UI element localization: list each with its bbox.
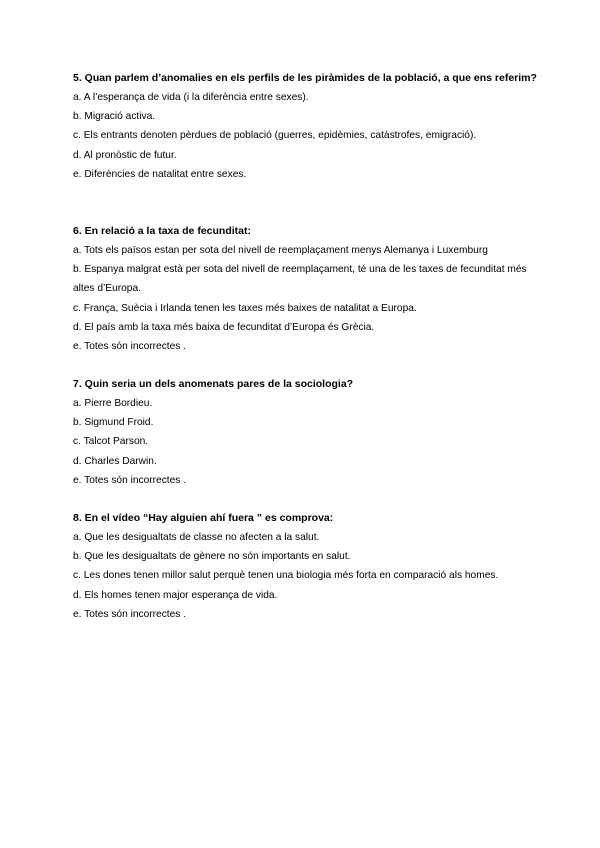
question-7-option-b: b. Sigmund Froid. <box>73 417 154 429</box>
question-5 <box>73 69 543 184</box>
question-5-option-d: d. Al pronòstic de futur. <box>73 149 177 161</box>
question-6-option-c: c. França, Suècia i Irlanda tenen les taxes més baixes de natalitat a Europa. <box>73 302 417 314</box>
question-5-option-b: b. Migració activa. <box>73 111 156 123</box>
question-7-option-e: e. Totes són incorrectes . <box>73 474 187 486</box>
question-7 <box>73 375 543 490</box>
question-8-option-d: d. Els homes tenen major esperança de vida. <box>73 589 278 601</box>
question-6-option-b: b. Espanya malgrat està per sota del nivell de reemplaçament, té una de les taxes de fecunditat més altes d’Europa. <box>73 264 527 295</box>
question-7-option-a: a. Pierre Bordieu. <box>73 398 153 409</box>
question-8-option-b: b. Que les desigualtats de gènere no són importants en salut. <box>73 551 351 563</box>
question-7-option-d: d. Charles Darwin. <box>73 455 157 467</box>
question-7-title: 7. Quin seria un dels anomenats pares de la sociologia? <box>73 378 354 390</box>
question-5-option-e: e. Diferències de natalitat entre sexes. <box>73 168 247 180</box>
question-8-option-a: a. Que les desigualtats de classe no afecten a la salut. <box>73 532 320 543</box>
question-6 <box>73 222 543 356</box>
question-8-title: 8. En el vídeo “Hay alguien ahí fuera ” es comprova: <box>73 512 334 524</box>
question-5-title: 5. Quan parlem d’anomalies en els perfils de les piràmides de la població, a que ens referim? <box>73 72 537 84</box>
question-8 <box>73 509 543 624</box>
question-6-title: 6. En relació a la taxa de fecunditat: <box>73 225 251 237</box>
question-6-option-a: a. Tots els països estan per sota del nivell de reemplaçament menys Alemanya i Luxemburg <box>73 245 488 256</box>
question-6-option-d: d. El país amb la taxa més baixa de fecunditat d’Europa és Grècia. <box>73 321 375 333</box>
question-5-option-c: c. Els entrants denoten pèrdues de població (guerres, epidèmies, catàstrofes, emigració). <box>73 130 477 142</box>
question-7-option-c: c. Talcot Parson. <box>73 436 149 448</box>
question-6-option-e: e. Totes són incorrectes . <box>73 341 187 353</box>
question-8-option-e: e. Totes són incorrectes . <box>73 608 187 620</box>
question-8-option-c: c. Les dones tenen millor salut perquè tenen una biologia més forta en comparació als homes. <box>73 570 499 582</box>
question-5-option-a: a. A l’esperança de vida (i la diferència entre sexes). <box>73 92 309 103</box>
